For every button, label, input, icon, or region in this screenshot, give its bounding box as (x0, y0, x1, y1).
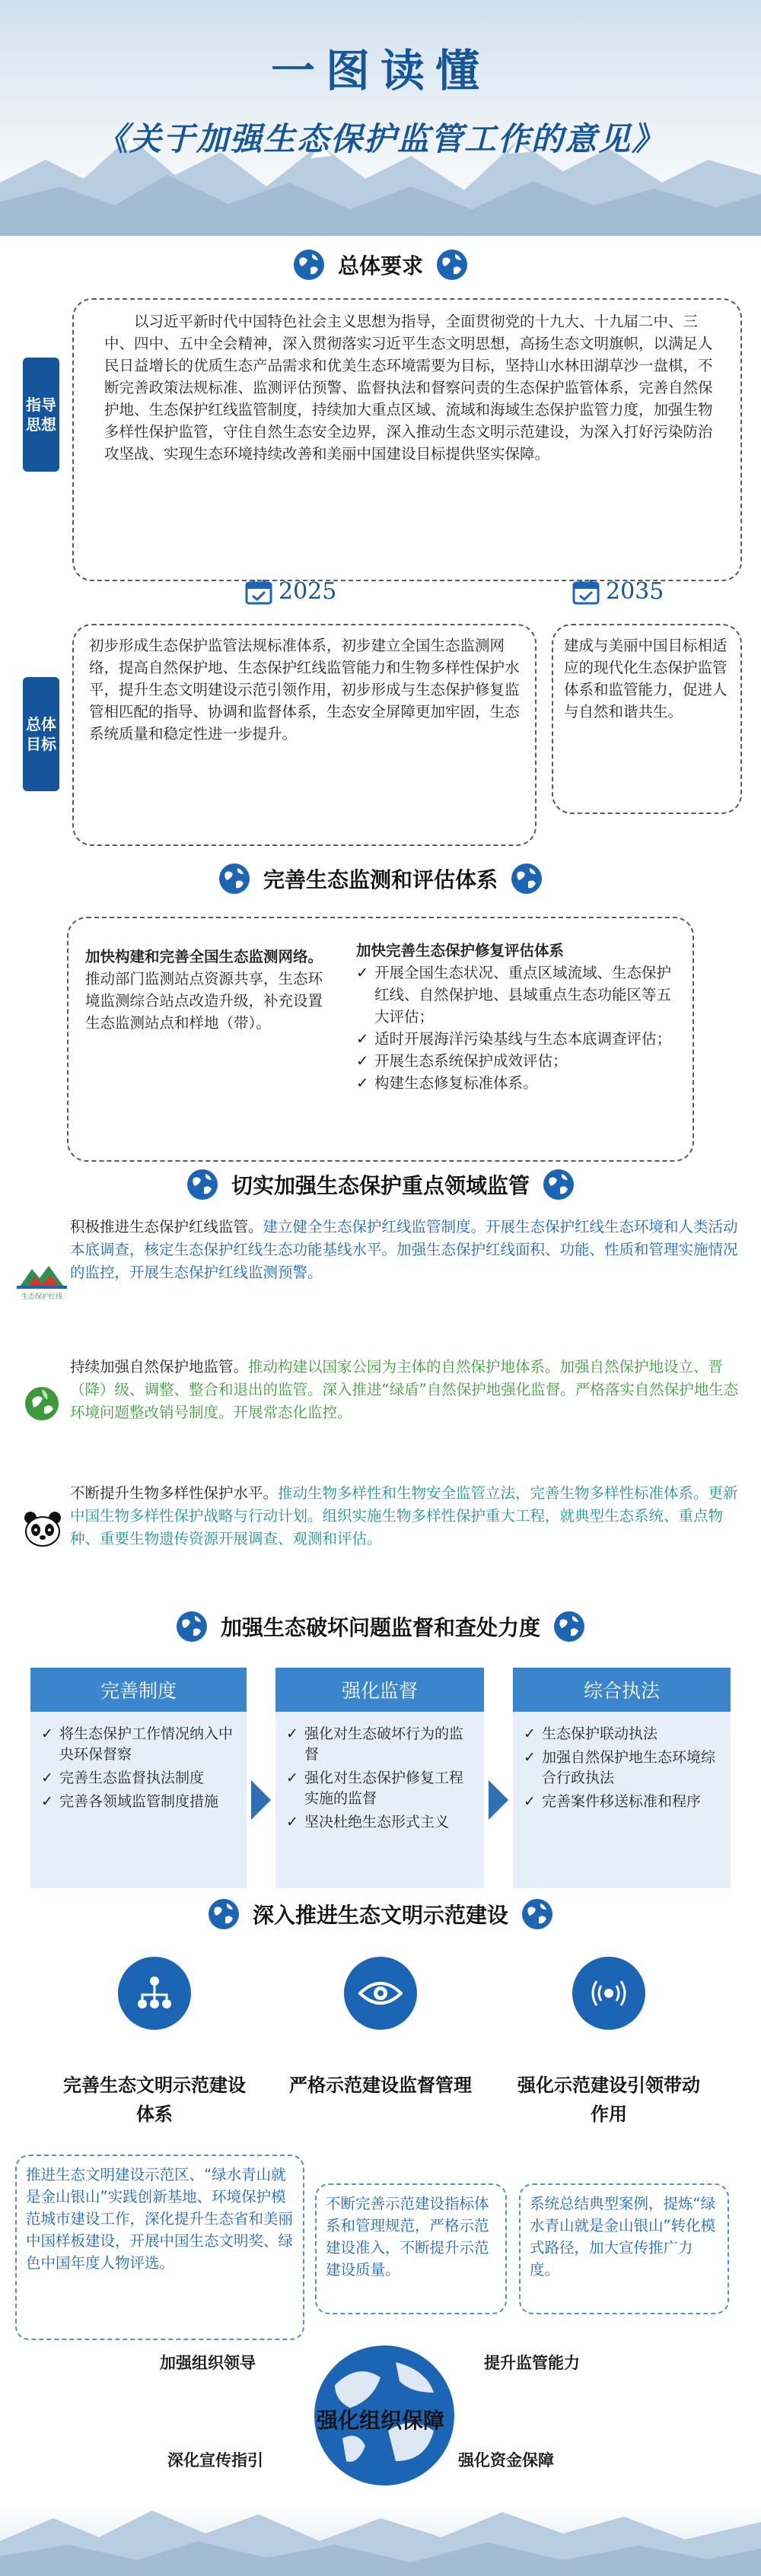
check-mark-icon: ✓ (524, 1749, 536, 1766)
guiding-thought-text: 以习近平新时代中国特色社会主义思想为指导，全面贯彻党的十九大、十九届二中、三中、四中、五中全会精神，深入贯彻落实习近平生态文明思想，高扬生态文明旗帜，以满足人民日益增长的优质生态产品需求和优美生态环境需要为目标，坚持山水林田湖草沙一盘棋，不断完善政策法规标准、监测评估预警、监督执法和督察问责的生态保护监管体系，完善自然保护地、生态保护红线监管制度，持续加大重点区域、流域和海域生态保护监管力度，加强生物多样性保护监管，守住自然生态安全边界，深入推动生态文明示范建设，为深入打好污染防治攻坚战、实现生态环境持续改善和美丽中国建设目标提供坚实保障。 (104, 313, 713, 463)
goal-2025-text: 初步形成生态保护监管法规标准体系，初步建立全国生态监测网络，提高自然保护地、生态保护红线监管能力和生物多样性保护水平，提升生态文明建设示范引领作用，初步形成与生态保护修复监管相匹配的指导、协调和监督体系，生态安全屏障更加牢固，生态系统质量和稳定性进一步提升。 (89, 637, 520, 743)
demo-title-leading: 强化示范建设引领带动作用 (517, 2075, 700, 2125)
page-title: 一图读懂 (270, 45, 490, 97)
demo-box-supervision (315, 2183, 507, 2314)
monitoring-network-block (85, 946, 336, 1034)
section-title: 深入推进生态文明示范建设 (252, 1903, 508, 1928)
check-mark-icon: ✓ (356, 1052, 369, 1070)
check-mark-icon: ✓ (41, 1793, 53, 1810)
list-item: ✓ 开展全国生态状况、重点区域流域、生态保护红线、自然保护地、县域重点生态功能区等五大评估； (356, 962, 683, 1028)
list-item: ✓ 完善各领域监管制度措施 (41, 1792, 239, 1812)
broadcast-icon (572, 1957, 645, 2030)
check-mark-icon: ✓ (524, 1725, 536, 1742)
calendar-icon (245, 579, 272, 605)
section-title: 完善生态监测和评估体系 (263, 867, 498, 892)
globe-icon (186, 1168, 219, 1201)
mountain-logo-icon (17, 1263, 67, 1290)
arrow-right-icon (489, 1780, 508, 1820)
earth-leaf-icon (23, 1385, 61, 1423)
overall-goals-label: 总体目标 (23, 677, 59, 791)
biodiversity-heading: 不断提升生物多样性保护水平。 (70, 1484, 279, 1502)
guarantee-center-title: 强化组织保障 (316, 2408, 444, 2433)
demo-title-system: 完善生态文明示范建设体系 (63, 2075, 246, 2125)
redline-supervision-text: 建立健全生态保护红线监管制度。开展生态保护红线生态环境和人类活动本底调查，核定生态保护红线生态功能基线水平。加强生态保护红线面积、功能、性质和管理实施情况的监控，开展生态保护红线监测预警。 (70, 1218, 738, 1281)
section-header-monitoring (0, 856, 761, 902)
network-icon (118, 1957, 191, 2030)
redline-supervision-block (70, 1216, 740, 1337)
page-footer (0, 2503, 761, 2576)
year-2035-marker (572, 578, 664, 605)
goal-2035-text: 建成与美丽中国目标相适应的现代化生态保护监管体系和监管能力，促进人与自然和谐共生。 (564, 637, 728, 720)
check-mark-icon: ✓ (356, 1074, 369, 1092)
goal-2025-panel (72, 624, 537, 846)
year-2025: 2025 (279, 578, 337, 605)
column-head: 完善制度 (30, 1668, 247, 1712)
list-item: ✓ 开展生态系统保护成效评估； (356, 1050, 683, 1072)
nature-reserve-block (70, 1356, 740, 1455)
globe-icon (521, 1897, 554, 1931)
redline-supervision-heading: 积极推进生态保护红线监管。 (70, 1218, 263, 1236)
monitoring-network-text: 推动部门监测站点资源共享，生态环境监测综合站点改造升级，补充设置生态监测站点和样地（带）。 (85, 970, 323, 1032)
check-mark-icon: ✓ (41, 1725, 53, 1742)
biodiversity-text: 推动生物多样性和生物安全监管立法，完善生物多样性标准体系。更新中国生物多样性保护战略与行动计划。组织实施生物多样性保护重大工程，就典型生态系统、重点物种、重要生物遗传资源开展调查、观测和评估。 (70, 1484, 738, 1547)
globe-icon (510, 862, 543, 895)
column-body (513, 1712, 731, 1888)
list-item: ✓ 完善案件移送标准和程序 (524, 1792, 723, 1812)
list-item: ✓ 将生态保护工作情况纳入中央环保督察 (41, 1724, 239, 1765)
guiding-thought-panel (72, 298, 742, 581)
monitoring-network-heading: 加快构建和完善全国生态监测网络。 (85, 948, 323, 965)
section-header-demonstration (0, 1891, 761, 1937)
check-mark-icon: ✓ (286, 1770, 298, 1786)
check-mark-icon: ✓ (356, 964, 369, 981)
list-item: ✓ 生态保护联动执法 (524, 1724, 723, 1744)
globe-icon (175, 1610, 209, 1643)
check-mark-icon: ✓ (286, 1725, 298, 1742)
column-body (275, 1712, 484, 1888)
demo-text: 推进生态文明建设示范区、“绿水青山就是金山银山”实践创新基地、环境保护模范城市建设工作，深化提升生态省和美丽中国样板建设，开展中国生态文明奖、绿色中国年度人物评选。 (26, 2166, 294, 2272)
eye-icon (344, 1957, 417, 2030)
section-header-overall (0, 242, 761, 288)
check-mark-icon: ✓ (356, 1030, 369, 1048)
arrow-right-icon (251, 1780, 271, 1820)
globe-icon (218, 862, 251, 895)
enforcement-column-supervise (275, 1668, 484, 1888)
calendar-icon (572, 579, 600, 605)
check-mark-icon: ✓ (286, 1814, 298, 1830)
ecological-redline-logo (17, 1263, 67, 1301)
list-item: ✓ 强化对生态保护修复工程实施的监督 (286, 1768, 476, 1809)
demo-title-supervision: 严格示范建设监督管理 (289, 2075, 472, 2096)
enforcement-column-system (30, 1668, 247, 1888)
globe-icon (207, 1897, 240, 1931)
list-item: ✓ 强化对生态破坏行为的监督 (286, 1724, 476, 1765)
enforcement-column-law (513, 1668, 731, 1888)
monitoring-panel (67, 917, 694, 1162)
goal-2035-panel (552, 624, 742, 814)
globe-icon (552, 1610, 586, 1643)
globe-icon (435, 248, 469, 281)
nature-reserve-heading: 持续加强自然保护地监管。 (70, 1358, 249, 1375)
year-2025-marker (245, 578, 336, 605)
demo-box-system (15, 2155, 304, 2340)
year-2035: 2035 (606, 578, 664, 605)
page-header (0, 0, 761, 236)
demo-text: 系统总结典型案例，提炼“绿水青山就是金山银山”转化模式路径，加大宣传推广力度。 (530, 2195, 716, 2279)
list-item: ✓ 加强自然保护地生态环境综合行政执法 (524, 1748, 723, 1789)
section-title: 总体要求 (337, 253, 423, 278)
globe-icon (542, 1168, 575, 1201)
restoration-assessment-block (356, 940, 683, 1094)
page-subtitle: 《关于加强生态保护监管工作的意见》 (95, 120, 665, 157)
check-mark-icon: ✓ (41, 1770, 53, 1786)
list-item: ✓ 适时开展海洋污染基线与生态本底调查评估； (356, 1028, 683, 1050)
demo-text: 不断完善示范建设指标体系和管理规范，严格示范建设准入，不断提升示范建设质量。 (326, 2195, 489, 2279)
section-header-supervision (0, 1162, 761, 1207)
section-title: 加强生态破坏问题监督和查处力度 (220, 1615, 540, 1640)
guarantee-item-funding: 强化资金保障 (458, 2451, 554, 2469)
demo-box-leading (519, 2183, 729, 2314)
nature-reserve-text: 推动构建以国家公园为主体的自然保护地体系。加强自然保护地设立、晋（降）级、调整、整合和退出的监管。深入推进“绿盾”自然保护地强化监督。严格落实自然保护地生态环境问题整改销号制度。开展常态化监控。 (70, 1358, 739, 1421)
logo-caption: 生态保护红线 (21, 1293, 62, 1301)
section-header-enforcement (0, 1604, 761, 1649)
globe-icon (292, 248, 326, 281)
column-head: 强化监督 (275, 1668, 484, 1712)
list-item: ✓ 完善生态监督执法制度 (41, 1768, 239, 1789)
check-mark-icon: ✓ (524, 1793, 536, 1810)
guarantee-item-leadership: 加强组织领导 (160, 2354, 256, 2372)
list-item: ✓ 构建生态修复标准体系。 (356, 1072, 683, 1094)
guiding-thought-label: 指导思想 (23, 358, 59, 472)
section-title: 切实加强生态保护重点领域监管 (231, 1173, 530, 1198)
biodiversity-block (70, 1482, 740, 1581)
guarantee-item-publicity: 深化宣传指引 (167, 2451, 263, 2469)
mountain-banner (0, 2503, 761, 2576)
guarantee-item-capacity: 提升监管能力 (484, 2354, 580, 2372)
column-body (30, 1712, 247, 1888)
panda-icon (21, 1510, 64, 1548)
list-item: ✓ 坚决杜绝生态形式主义 (286, 1812, 476, 1833)
restoration-assessment-heading: 加快完善生态保护修复评估体系 (356, 942, 565, 959)
column-head: 综合执法 (513, 1668, 731, 1712)
